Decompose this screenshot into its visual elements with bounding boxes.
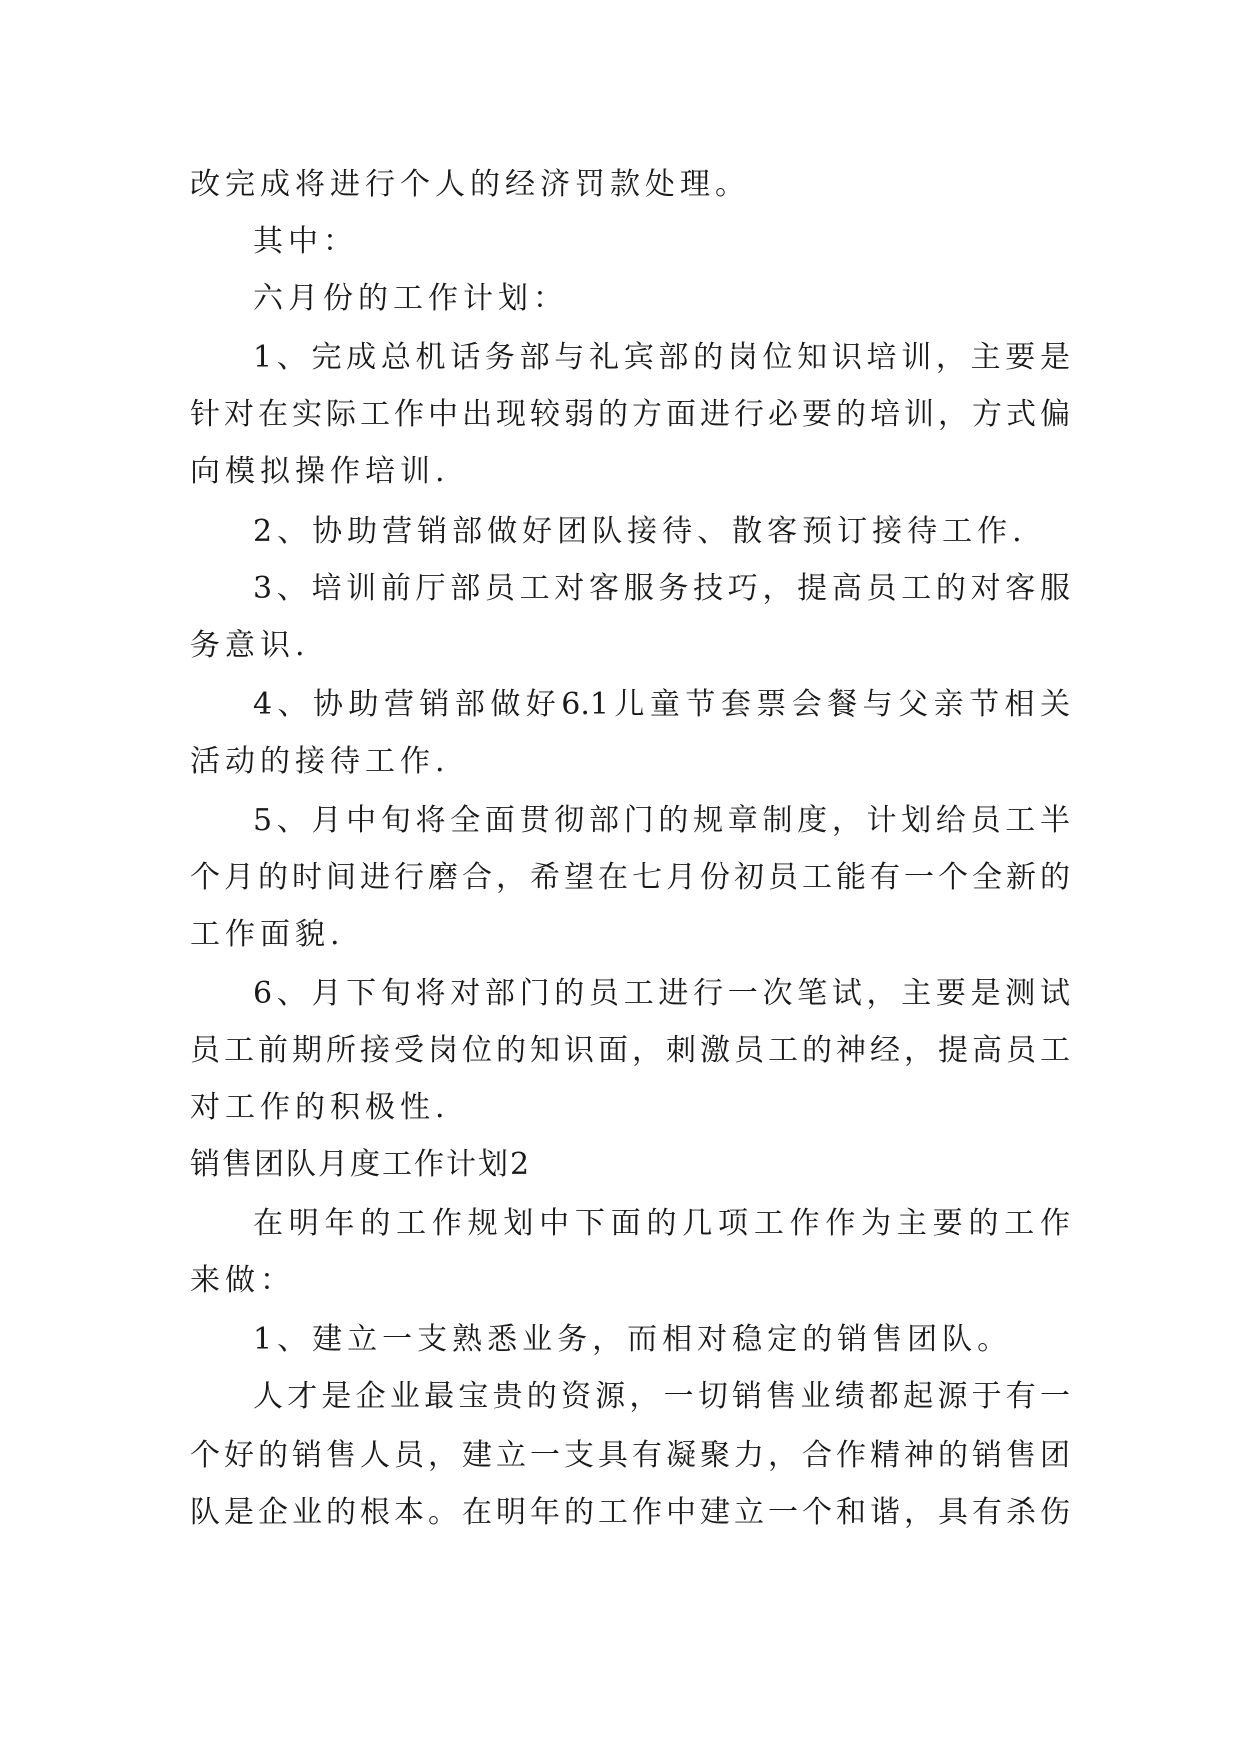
text-line-6: 向模拟操作培训.: [190, 454, 450, 489]
text-line-5: 针对在实际工作中出现较弱的方面进行必要的培训，方式偏: [190, 397, 1070, 432]
text-line-13: 个月的时间进行磨合，希望在七月份初员工能有一个全新的: [190, 860, 1070, 895]
text-line-10: 4、协助营销部做好6.1儿童节套票会餐与父亲节相关: [253, 687, 1070, 722]
text-line-21: 1、建立一支熟悉业务，而相对稳定的销售团队。: [253, 1322, 1013, 1357]
text-line-4: 1、完成总机话务部与礼宾部的岗位知识培训，主要是: [253, 340, 1070, 375]
section-heading: 销售团队月度工作计划2: [190, 1147, 532, 1182]
text-line-14: 工作面貌.: [190, 917, 345, 952]
text-line-20: 来做：: [190, 1263, 295, 1298]
text-line-7: 2、协助营销部做好团队接待、散客预订接待工作.: [253, 514, 1027, 549]
text-line-11: 活动的接待工作.: [190, 744, 450, 779]
text-line-22: 人才是企业最宝贵的资源，一切销售业绩都起源于有一: [253, 1379, 1070, 1414]
text-line-16: 员工前期所接受岗位的知识面，刺激员工的神经，提高员工: [190, 1033, 1070, 1068]
text-line-8: 3、培训前厅部员工对客服务技巧，提高员工的对客服: [253, 571, 1070, 606]
text-line-19: 在明年的工作规划中下面的几项工作作为主要的工作: [253, 1206, 1070, 1241]
text-line-17: 对工作的积极性.: [190, 1090, 450, 1125]
text-line-23: 个好的销售人员，建立一支具有凝聚力，合作精神的销售团: [190, 1438, 1070, 1473]
text-line-3: 六月份的工作计划：: [253, 281, 568, 316]
text-line-9: 务意识.: [190, 628, 310, 663]
text-line-12: 5、月中旬将全面贯彻部门的规章制度，计划给员工半: [253, 803, 1070, 838]
text-line-24: 队是企业的根本。在明年的工作中建立一个和谐，具有杀伤: [190, 1495, 1070, 1530]
text-line-2: 其中：: [253, 224, 358, 259]
text-line-15: 6、月下旬将对部门的员工进行一次笔试，主要是测试: [253, 976, 1070, 1011]
text-line-1: 改完成将进行个人的经济罚款处理。: [190, 167, 750, 202]
